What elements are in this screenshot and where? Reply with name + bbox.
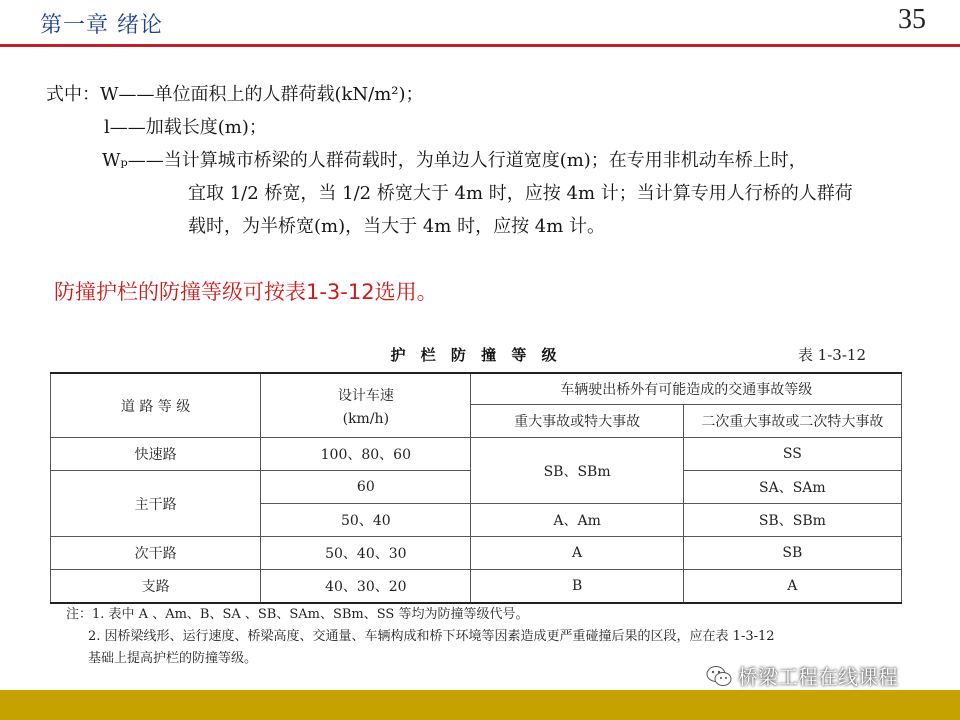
cell-secondary: SA、SAm [683, 471, 901, 504]
cell-speed: 100、80、60 [261, 438, 471, 471]
page-number: 35 [898, 4, 926, 35]
note-2-cont: 基础上提高护栏的防撞等级。 [88, 651, 258, 666]
table-title: 护 栏 防 撞 等 级 [390, 346, 562, 364]
cell-speed: 60 [261, 471, 471, 504]
cell-speed: 40、30、20 [261, 570, 471, 604]
cell-secondary: A [683, 570, 901, 604]
watermark-text: 桥梁工程在线课程 [738, 665, 898, 689]
wechat-icon [706, 665, 732, 687]
cell-major: SB、SBm [471, 438, 683, 504]
note-1: 注：1. 表中 A 、Am、B、SA 、SB、SAm、SBm、SS 等均为防撞等级代号。 [66, 607, 529, 622]
cell-speed: 50、40 [261, 504, 471, 537]
formula-line-wp-cont1: 宜取 1/2 桥宽，当 1/2 桥宽大于 4m 时，应按 4m 计；当计算专用人行桥的人群荷 [188, 183, 853, 204]
cell-secondary: SB [683, 537, 901, 570]
guardrail-grade-table [50, 372, 902, 604]
watermark [706, 661, 898, 690]
chapter-title: 第一章 绪论 [40, 13, 163, 38]
table-row [51, 438, 902, 471]
header-speed-unit: (km/h) [342, 410, 390, 427]
table-header-row [51, 373, 902, 405]
cell-grade: 次干路 [51, 537, 261, 570]
cell-major: A [471, 537, 683, 570]
cell-speed: 50、40、30 [261, 537, 471, 570]
note-2: 2. 因桥梁线形、运行速度、桥梁高度、交通量、车辆构成和桥下环境等因素造成更严重碰撞后果的区段，应在表 1-3-12 [88, 629, 775, 644]
header-road-grade: 道 路 等 级 [51, 373, 261, 438]
cell-secondary: SB、SBm [683, 504, 901, 537]
header-secondary-accident: 二次重大事故或二次特大事故 [683, 405, 901, 438]
slide-header [0, 0, 960, 48]
formula-line-wp-cont2: 载时，为半桥宽(m)，当大于 4m 时，应按 4m 计。 [188, 216, 606, 237]
cell-major: A、Am [471, 504, 683, 537]
header-design-speed-label: 设计车速 [337, 387, 394, 404]
table-caption [50, 344, 902, 366]
table-number: 表 1-3-12 [797, 346, 866, 364]
cell-grade: 主干路 [51, 471, 261, 537]
cell-major: B [471, 570, 683, 604]
formula-line-wp: Wₚ——当计算城市桥梁的人群荷载时，为单边人行道宽度(m)；在专用非机动车桥上时， [102, 150, 807, 171]
header-accident-grade: 车辆驶出桥外有可能造成的交通事故等级 [471, 373, 902, 405]
table-row [51, 537, 902, 570]
cell-grade: 快速路 [51, 438, 261, 471]
cell-secondary: SS [683, 438, 901, 471]
header-major-accident: 重大事故或特大事故 [471, 405, 683, 438]
header-divider [0, 44, 960, 47]
header-design-speed [261, 373, 471, 438]
formula-line-w: 式中：W——单位面积上的人群荷载(kN/m²)； [46, 84, 424, 105]
footer-bar [0, 690, 960, 720]
highlight-statement: 防撞护栏的防撞等级可按表1-3-12选用。 [54, 280, 438, 304]
table-row [51, 570, 902, 604]
cell-grade: 支路 [51, 570, 261, 604]
formula-line-l: l——加载长度(m)； [104, 117, 267, 138]
formula-explanation [46, 78, 936, 243]
